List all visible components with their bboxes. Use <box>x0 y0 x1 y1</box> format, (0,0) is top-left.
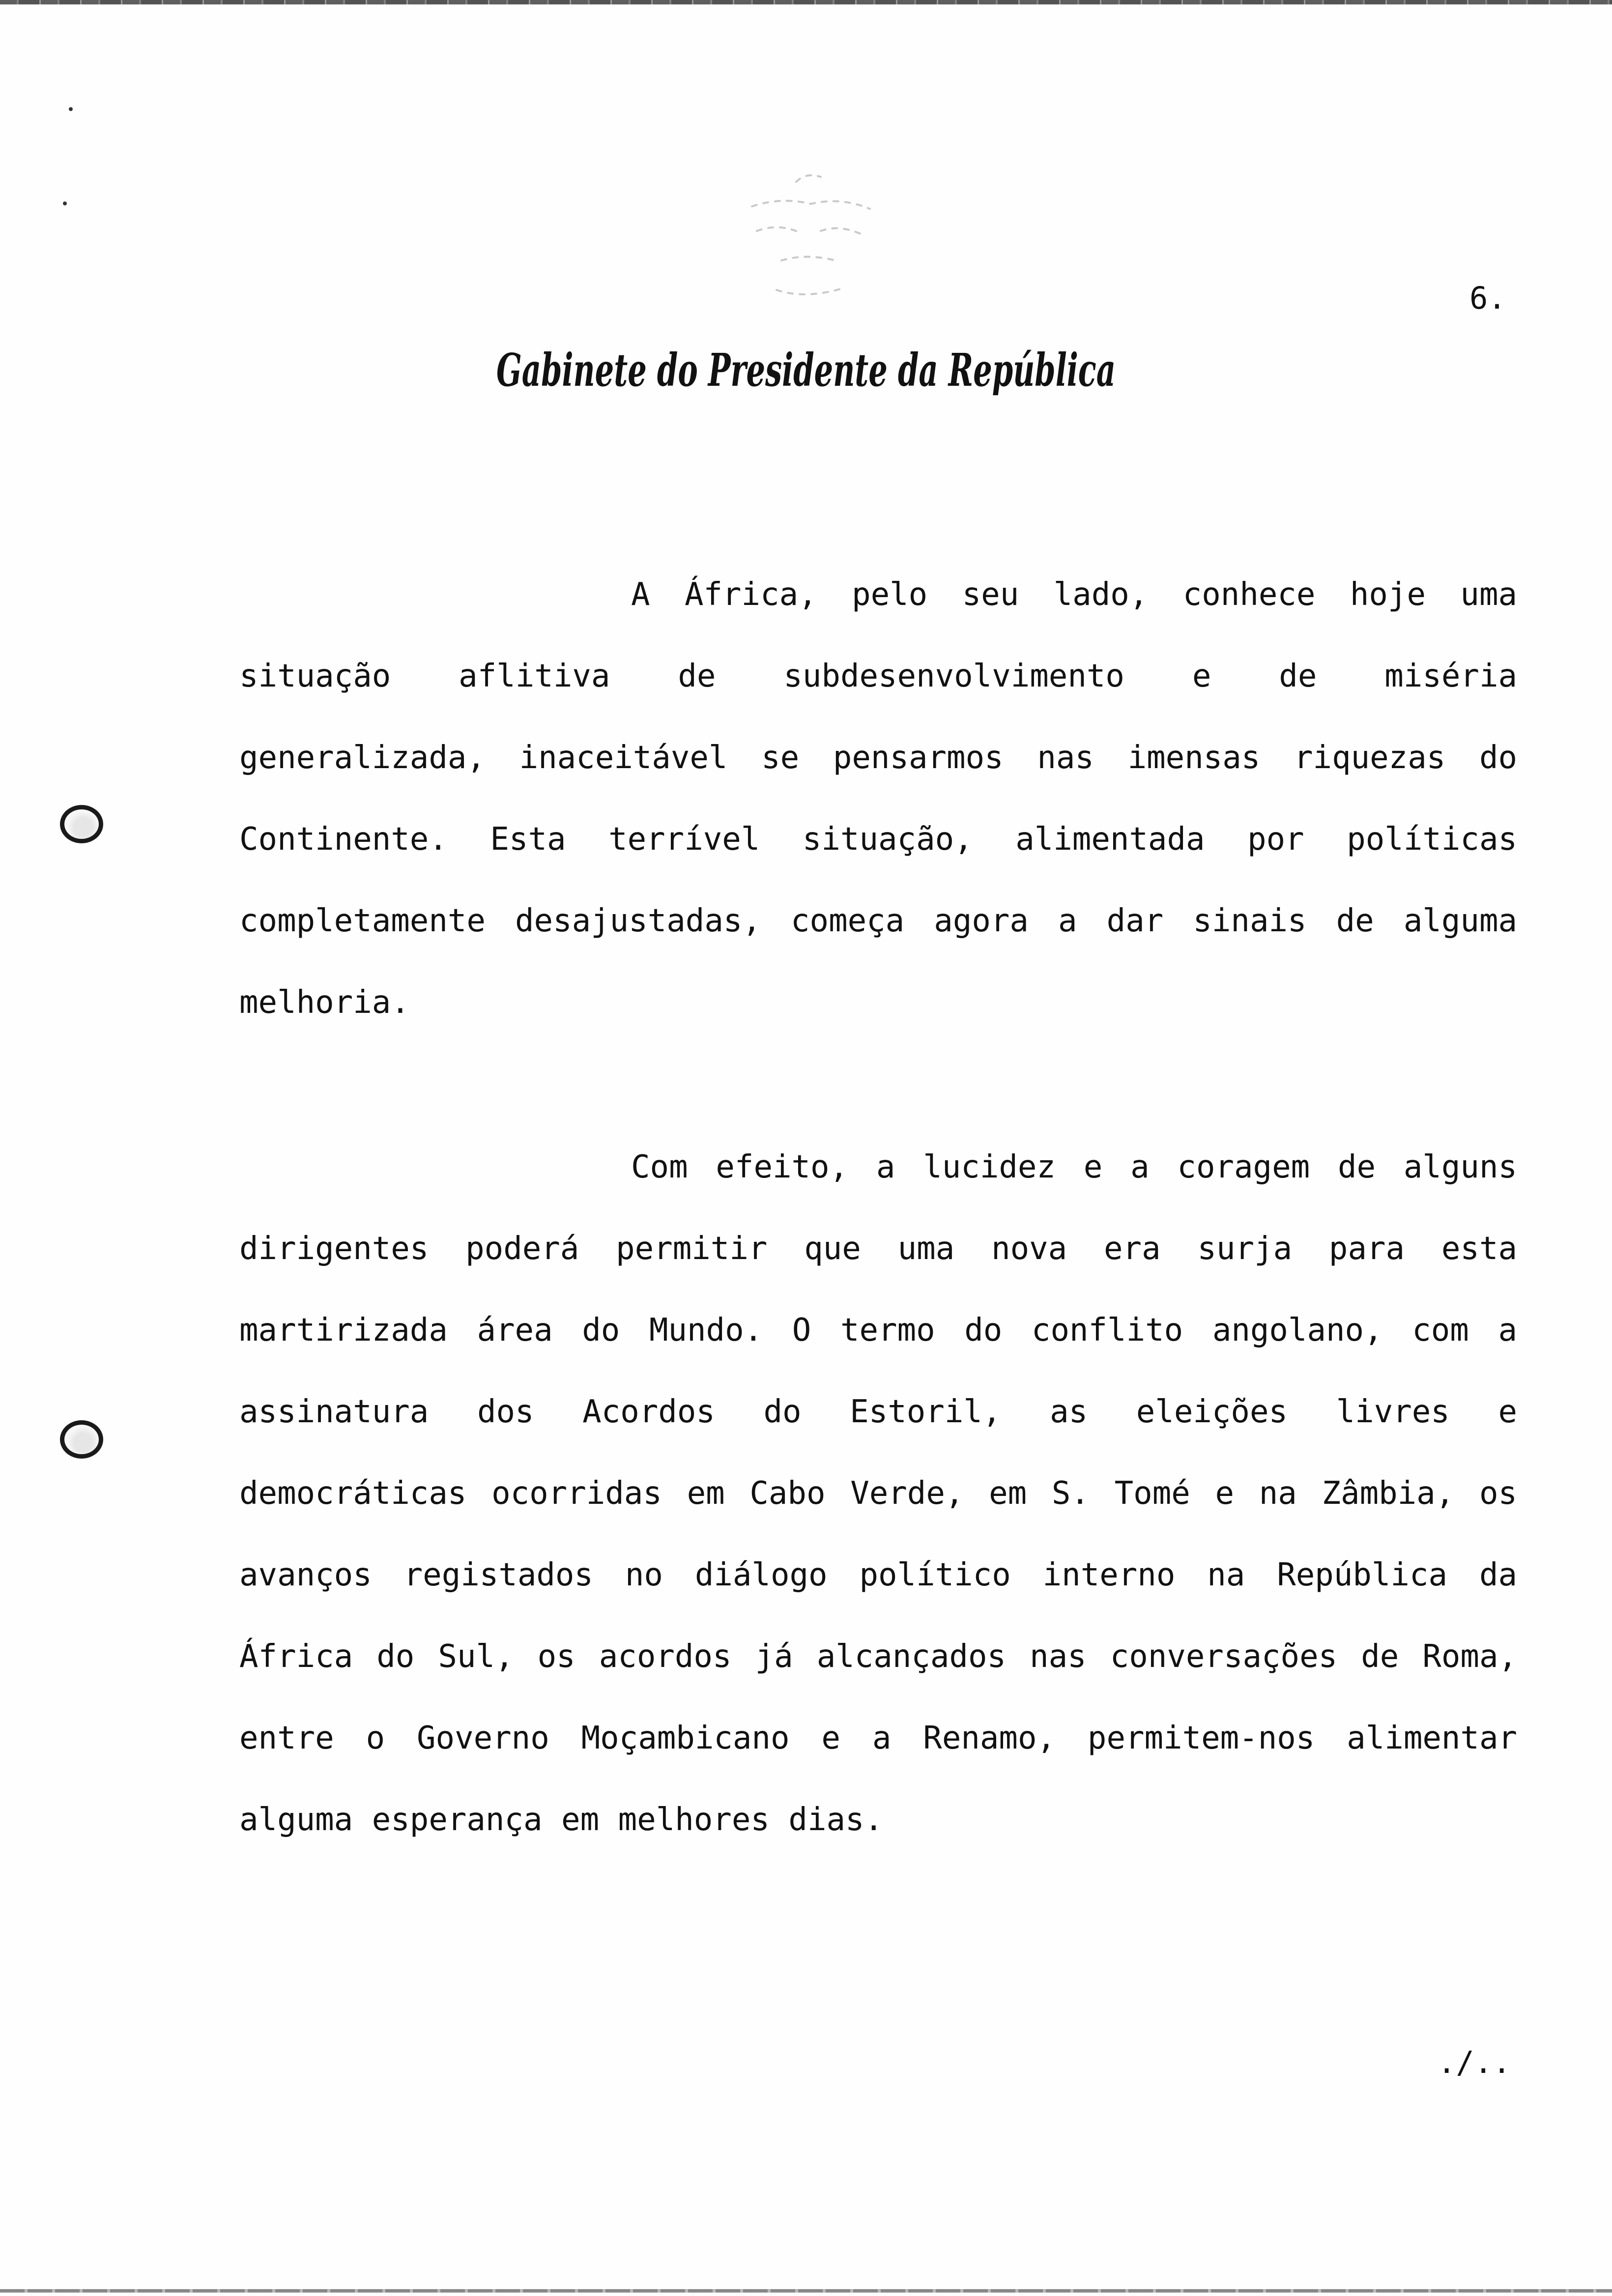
text-line: completamente desajustadas, começa agora a dar sinais de alguma <box>239 903 1517 939</box>
scan-edge-bottom <box>0 2289 1612 2293</box>
page-number: 6. <box>1469 280 1506 316</box>
continuation-mark: ./.. <box>1438 2044 1511 2080</box>
text-line: dirigentes poderá permitir que uma nova era surja para esta <box>239 1231 1517 1267</box>
paragraph-2 <box>239 1145 1517 1879</box>
scan-speck <box>69 107 73 111</box>
scan-speck <box>63 201 67 205</box>
text-line: Continente. Esta terrível situação, alimentada por políticas <box>239 821 1517 858</box>
letterhead-title: Gabinete do Presidente da República <box>496 344 1116 397</box>
text-line: avanços registados no diálogo político interno na República da <box>239 1557 1517 1593</box>
text-line: melhoria. <box>239 984 410 1021</box>
text-line: alguma esperança em melhores dias. <box>239 1802 884 1838</box>
letterhead-script <box>491 339 1121 403</box>
text-line: A África, pelo seu lado, conhece hoje uma <box>631 576 1517 613</box>
text-line: situação aflitiva de subdesenvolvimento e de miséria <box>239 658 1517 694</box>
text-line: África do Sul, os acordos já alcançados nas conversações de Roma, <box>239 1638 1517 1675</box>
text-line: assinatura dos Acordos do Estoril, as eleições livres e <box>239 1394 1517 1430</box>
text-line: martirizada área do Mundo. O termo do conflito angolano, com a <box>239 1312 1517 1349</box>
scan-edge-top <box>0 0 1612 4</box>
text-line: Com efeito, a lucidez e a coragem de alguns <box>631 1149 1517 1185</box>
punch-hole-icon <box>60 1420 103 1459</box>
text-line: democráticas ocorridas em Cabo Verde, em S. Tomé e na Zâmbia, os <box>239 1475 1517 1512</box>
punch-hole-icon <box>60 805 103 843</box>
text-line: entre o Governo Moçambicano e a Renamo, permitem-nos alimentar <box>239 1720 1517 1756</box>
paragraph-1 <box>239 573 1517 1062</box>
text-line: generalizada, inaceitável se pensarmos nas imensas riquezas do <box>239 740 1517 776</box>
faint-coat-of-arms-seal-icon <box>722 162 890 310</box>
